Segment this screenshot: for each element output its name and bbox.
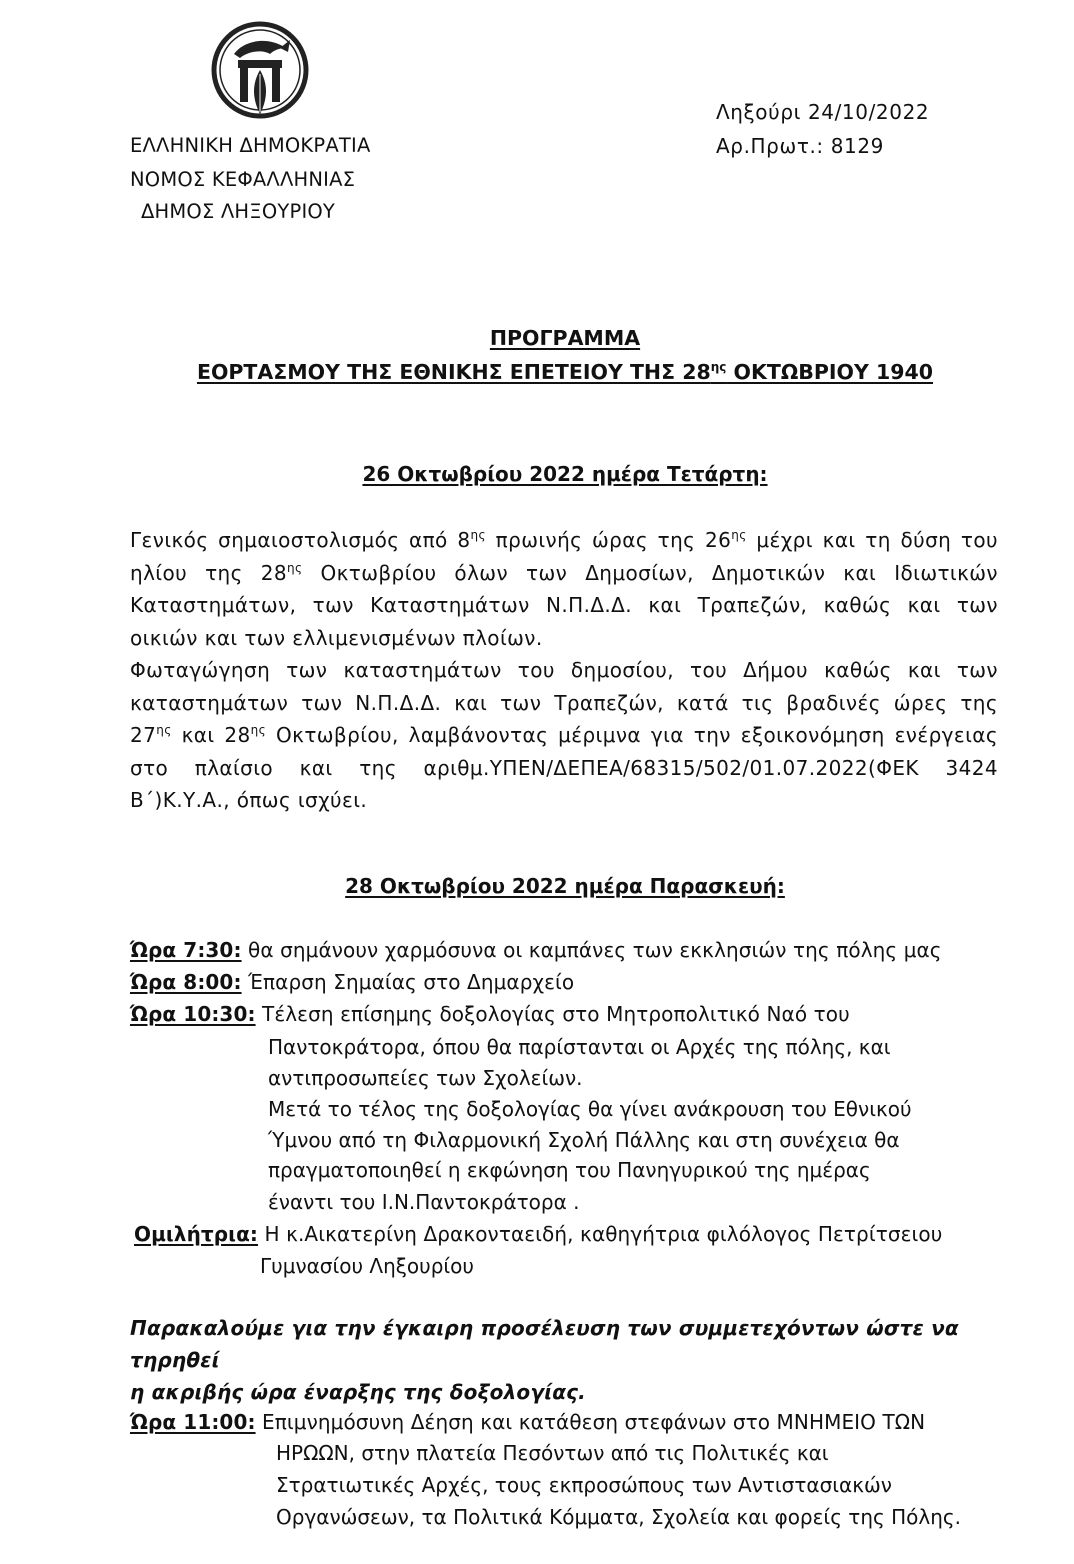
day1-p1-line2: ηλίου της $28^{\eta\varsigma}$ Οκτωβρίου όλων των Δημοσίων, Δημοτικών και Ιδιωτικών — [130, 560, 998, 585]
schedule-1100-line3: Στρατιωτικές Αρχές, τους εκπροσώπους των Αντιστασιακών — [276, 1473, 892, 1497]
municipal-emblem-icon — [210, 14, 310, 126]
day1-p1-line1: Γενικός σημαιοστολισμός από $8^{\eta\varsigma}$ πρωινής ώρας της $26^{\eta\varsigma}$ μέχρι και τη δύση του — [130, 528, 998, 552]
protocol-number: Αρ.Πρωτ.: 8129 — [716, 134, 885, 158]
schedule-item-1030: Ώρα 10:30: Τέλεση επίσημης δοξολογίας στο Μητροπολιτικό Ναό του — [130, 1002, 850, 1026]
day1-p1-line3: Καταστημάτων, των Καταστημάτων Ν.Π.Δ.Δ. και Τραπεζών, καθώς και των — [130, 593, 998, 617]
place-date: Ληξούρι 24/10/2022 — [716, 100, 930, 124]
day1-p2-line5: Β΄)Κ.Υ.Α., όπως ισχύει. — [130, 788, 368, 812]
schedule-1100-line4: Οργανώσεων, τα Πολιτικά Κόμματα, Σχολεία και φορείς της Πόλης. — [276, 1505, 961, 1529]
schedule-item-0800: Ώρα 8:00: Έπαρση Σημαίας στο Δημαρχείο — [130, 970, 575, 994]
speaker-line: Ομιλήτρια: Η κ.Αικατερίνη Δρακονταειδή, καθηγήτρια φιλόλογος Πετρίτσειου — [134, 1222, 943, 1246]
issuer-line-municipality: ΔΗΜΟΣ ΛΗΞΟΥΡΙΟΥ — [141, 200, 336, 223]
issuer-line-republic: ΕΛΛΗΝΙΚΗ ΔΗΜΟΚΡΑΤΙΑ — [130, 134, 371, 157]
schedule-item-1100: Ώρα 11:00: Επιμνημόσυνη Δέηση και κατάθεση στεφάνων στο ΜΝΗΜΕΙΟ ΤΩΝ — [130, 1410, 926, 1434]
attendance-note: Παρακαλούμε για την έγκαιρη προσέλευση των συμμετεχόντων ώστε να τηρηθεί η ακριβής ώρα έναρξης της δοξολογίας. — [130, 1316, 959, 1404]
schedule-1030-line3: αντιπροσωπείες των Σχολείων. — [268, 1066, 583, 1090]
day1-p2-line4: στο πλαίσιο και της αριθμ.ΥΠΕΝ/ΔΕΠΕΑ/68315/502/01.07.2022(ΦΕΚ 3424 — [130, 755, 998, 780]
day1-body — [130, 524, 998, 817]
day1-p2-line3: $27^{\eta\varsigma}$ και $28^{\eta\varsigma}$ Οκτωβρίου, λαμβάνοντας μέριμνα για την εξοικονόμηση ενέργειας — [130, 723, 998, 747]
day1-heading: 26 Οκτωβρίου 2022 ημέρα Τετάρτη: — [362, 462, 768, 486]
day1-p2-line2: καταστημάτων των Ν.Π.Δ.Δ. και των Τραπεζών, κατά τις βραδινές ώρες της — [130, 690, 998, 715]
schedule-1030-line4: Μετά το τέλος της δοξολογίας θα γίνει ανάκρουση του Εθνικού — [268, 1097, 912, 1121]
day1-p1-line4: οικιών και των ελλιμενισμένων πλοίων. — [130, 625, 543, 650]
day2-heading: 28 Οκτωβρίου 2022 ημέρα Παρασκευή: — [345, 874, 785, 898]
document-title: ΠΡΟΓΡΑΜΜΑ — [489, 326, 641, 350]
schedule-1030-line2: Παντοκράτορα, όπου θα παρίστανται οι Αρχές της πόλης, και — [268, 1035, 891, 1059]
speaker-line2: Γυμνασίου Ληξουρίου — [260, 1254, 474, 1278]
schedule-1030-line5: Ύμνου από τη Φιλαρμονική Σχολή Πάλλης και στη συνέχεια θα — [268, 1128, 900, 1152]
schedule-1030-line6: πραγματοποιηθεί η εκφώνηση του Πανηγυρικού της ημέρας — [268, 1158, 871, 1182]
issuer-line-prefecture: ΝΟΜΟΣ ΚΕΦΑΛΛΗΝΙΑΣ — [130, 168, 356, 191]
schedule-1030-line7: έναντι του Ι.Ν.Παντοκράτορα . — [268, 1190, 580, 1214]
document-subtitle: ΕΟΡΤΑΣΜΟΥ ΤΗΣ ΕΘΝΙΚΗΣ ΕΠΕΤΕΙΟΥ ΤΗΣ $28^{\eta\varsigma}$ ΟΚΤΩΒΡΙΟΥ 1940 — [196, 360, 934, 384]
day1-p2-line1: Φωταγώγηση των καταστημάτων του δημοσίου, του Δήμου καθώς και των — [130, 658, 998, 682]
schedule-item-0730: Ώρα 7:30: θα σημάνουν χαρμόσυνα οι καμπάνες των εκκλησιών της πόλης μας — [130, 938, 942, 962]
schedule-1100-line2: ΗΡΩΩΝ, στην πλατεία Πεσόντων από τις Πολιτικές και — [276, 1441, 829, 1465]
